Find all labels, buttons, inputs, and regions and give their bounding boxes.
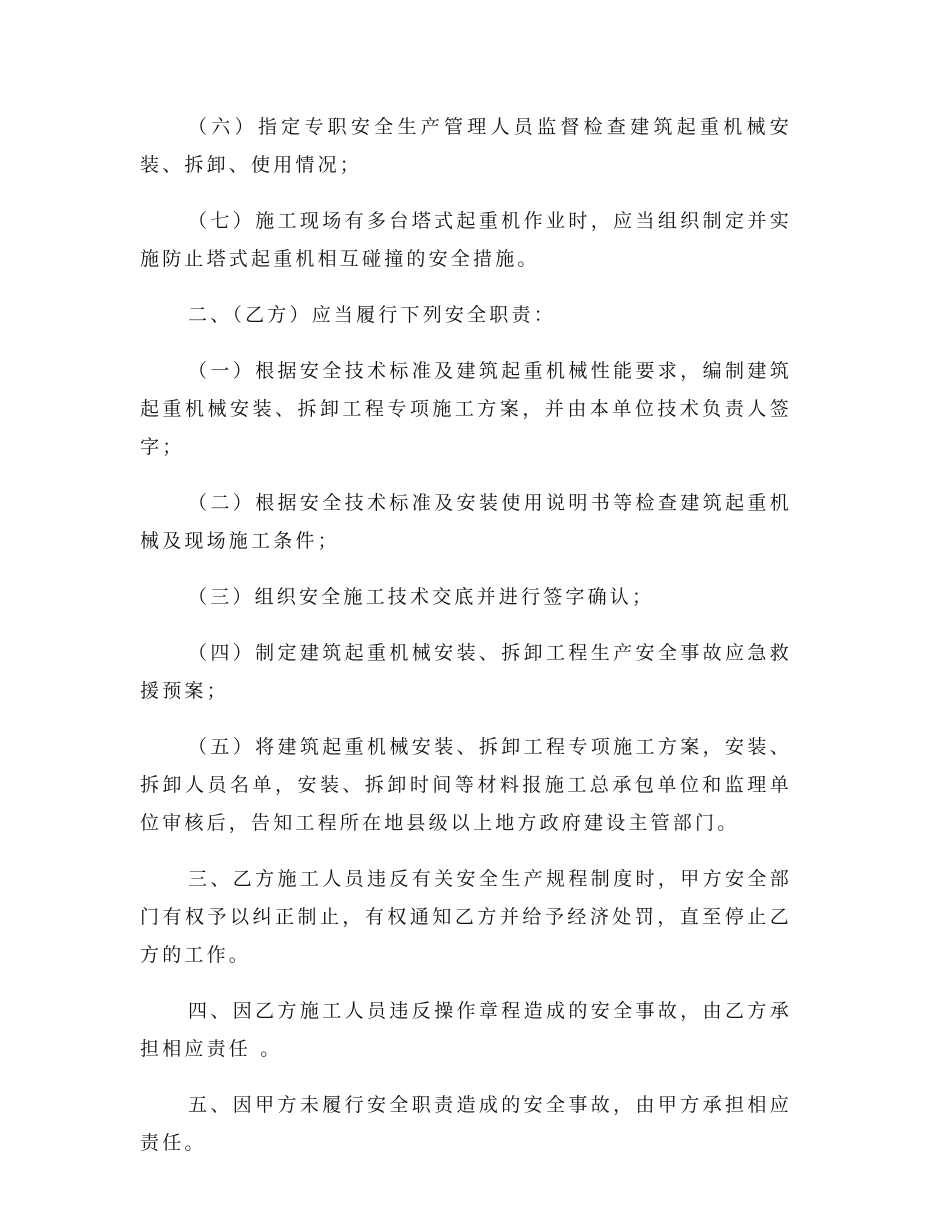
paragraph-item-2: （二）根据安全技术标准及安装使用说明书等检查建筑起重机械及现场施工条件； xyxy=(140,492,792,552)
paragraph-item-6: （六）指定专职安全生产管理人员监督检查建筑起重机械安装、拆卸、使用情况； xyxy=(140,116,792,176)
paragraph-item-7: （七）施工现场有多台塔式起重机作业时，应当组织制定并实施防止塔式起重机相互碰撞的安全措施。 xyxy=(140,210,792,270)
section-3: 三、乙方施工人员违反有关安全生产规程制度时，甲方安全部门有权予以纠正制止，有权通知乙方并给予经济处罚，直至停止乙方的工作。 xyxy=(140,868,792,966)
document-body xyxy=(140,108,792,1180)
section-heading-2: 二、（乙方）应当履行下列安全职责： xyxy=(188,304,556,326)
section-5: 五、因甲方未履行安全职责造成的安全事故，由甲方承担相应责任。 xyxy=(140,1094,792,1154)
section-4: 四、因乙方施工人员违反操作章程造成的安全事故，由乙方承担相应责任 。 xyxy=(140,1000,792,1060)
paragraph-item-4: （四）制定建筑起重机械安装、拆卸工程生产安全事故应急救援预案； xyxy=(140,642,792,702)
paragraph-item-3: （三）组织安全施工技术交底并进行签字确认； xyxy=(188,586,655,608)
paragraph-item-5: （五）将建筑起重机械安装、拆卸工程专项施工方案，安装、拆卸人员名单，安装、拆卸时间等材料报施工总承包单位和监理单位审核后，告知工程所在地县级以上地方政府建设主管部门。 xyxy=(140,736,792,834)
paragraph-item-1: （一）根据安全技术标准及建筑起重机械性能要求，编制建筑起重机械安装、拆卸工程专项施工方案，并由本单位技术负责人签字； xyxy=(140,360,792,458)
